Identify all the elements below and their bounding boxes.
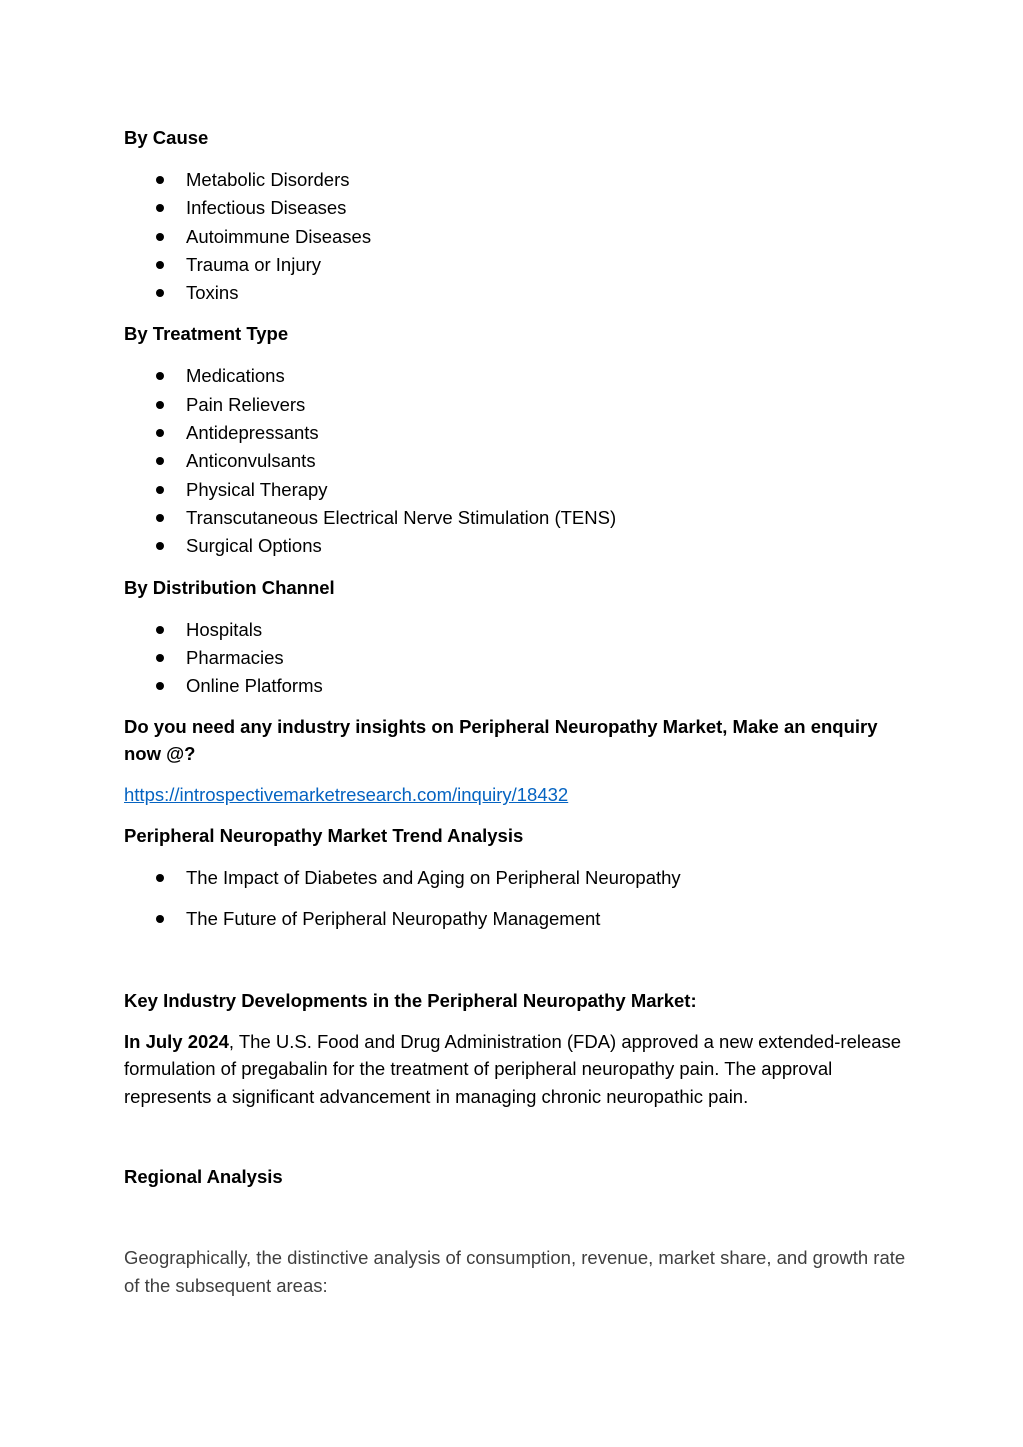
- developments-body: , The U.S. Food and Drug Administration (FDA) approved a new extended-release formulation of pregabalin for the treatment of peripheral neuropathy pain. The approval represents a significant advancement in managing chronic neuropathic pain.: [124, 1030, 902, 1107]
- list-item: Anticonvulsants: [124, 447, 914, 475]
- distribution-list: [124, 616, 914, 701]
- list-item: Medications: [124, 362, 914, 390]
- list-item: Pharmacies: [124, 644, 914, 672]
- bullet-icon: [156, 457, 164, 465]
- list-item: The Impact of Diabetes and Aging on Peripheral Neuropathy: [124, 864, 914, 892]
- bullet-icon: [156, 289, 164, 297]
- bullet-icon: [156, 682, 164, 690]
- treatment-list: [124, 362, 914, 560]
- enquiry-link[interactable]: https://introspectivemarketresearch.com/inquiry/18432: [124, 784, 569, 806]
- regional-paragraph: Geographically, the distinctive analysis of consumption, revenue, market share, and growth rate of the subsequent areas:: [124, 1247, 906, 1296]
- list-item: Antidepressants: [124, 419, 914, 447]
- list-item: Metabolic Disorders: [124, 166, 914, 194]
- list-item: The Future of Peripheral Neuropathy Management: [124, 905, 914, 933]
- developments-paragraph: [124, 1028, 914, 1111]
- bullet-icon: [156, 874, 164, 882]
- bullet-icon: [156, 514, 164, 522]
- list-item: Physical Therapy: [124, 476, 914, 504]
- bullet-icon: [156, 372, 164, 380]
- document-content: [124, 124, 914, 1299]
- cause-list: [124, 166, 914, 307]
- list-item: Surgical Options: [124, 532, 914, 560]
- section-heading-regional: Regional Analysis: [124, 1166, 283, 1188]
- section-heading-distribution: By Distribution Channel: [124, 576, 335, 598]
- section-heading-developments: Key Industry Developments in the Peripheral Neuropathy Market:: [124, 989, 697, 1011]
- list-item: Hospitals: [124, 616, 914, 644]
- list-item: Autoimmune Diseases: [124, 223, 914, 251]
- list-item: Pain Relievers: [124, 391, 914, 419]
- bullet-icon: [156, 486, 164, 494]
- bullet-icon: [156, 654, 164, 662]
- bullet-icon: [156, 542, 164, 550]
- enquiry-question: Do you need any industry insights on Peripheral Neuropathy Market, Make an enquiry now @?: [124, 716, 878, 765]
- bullet-icon: [156, 429, 164, 437]
- bullet-icon: [156, 176, 164, 184]
- section-heading-cause: By Cause: [124, 127, 209, 148]
- section-heading-treatment: By Treatment Type: [124, 323, 289, 345]
- bullet-icon: [156, 626, 164, 634]
- list-item: Online Platforms: [124, 672, 914, 700]
- bullet-icon: [156, 915, 164, 923]
- bullet-icon: [156, 401, 164, 409]
- trend-list: [124, 864, 914, 933]
- developments-date: In July 2024: [124, 1030, 229, 1052]
- list-item: Trauma or Injury: [124, 251, 914, 279]
- list-item: Transcutaneous Electrical Nerve Stimulation (TENS): [124, 504, 914, 532]
- section-heading-trend: Peripheral Neuropathy Market Trend Analysis: [124, 825, 524, 847]
- list-item: Toxins: [124, 279, 914, 307]
- bullet-icon: [156, 204, 164, 212]
- bullet-icon: [156, 261, 164, 269]
- list-item: Infectious Diseases: [124, 194, 914, 222]
- bullet-icon: [156, 233, 164, 241]
